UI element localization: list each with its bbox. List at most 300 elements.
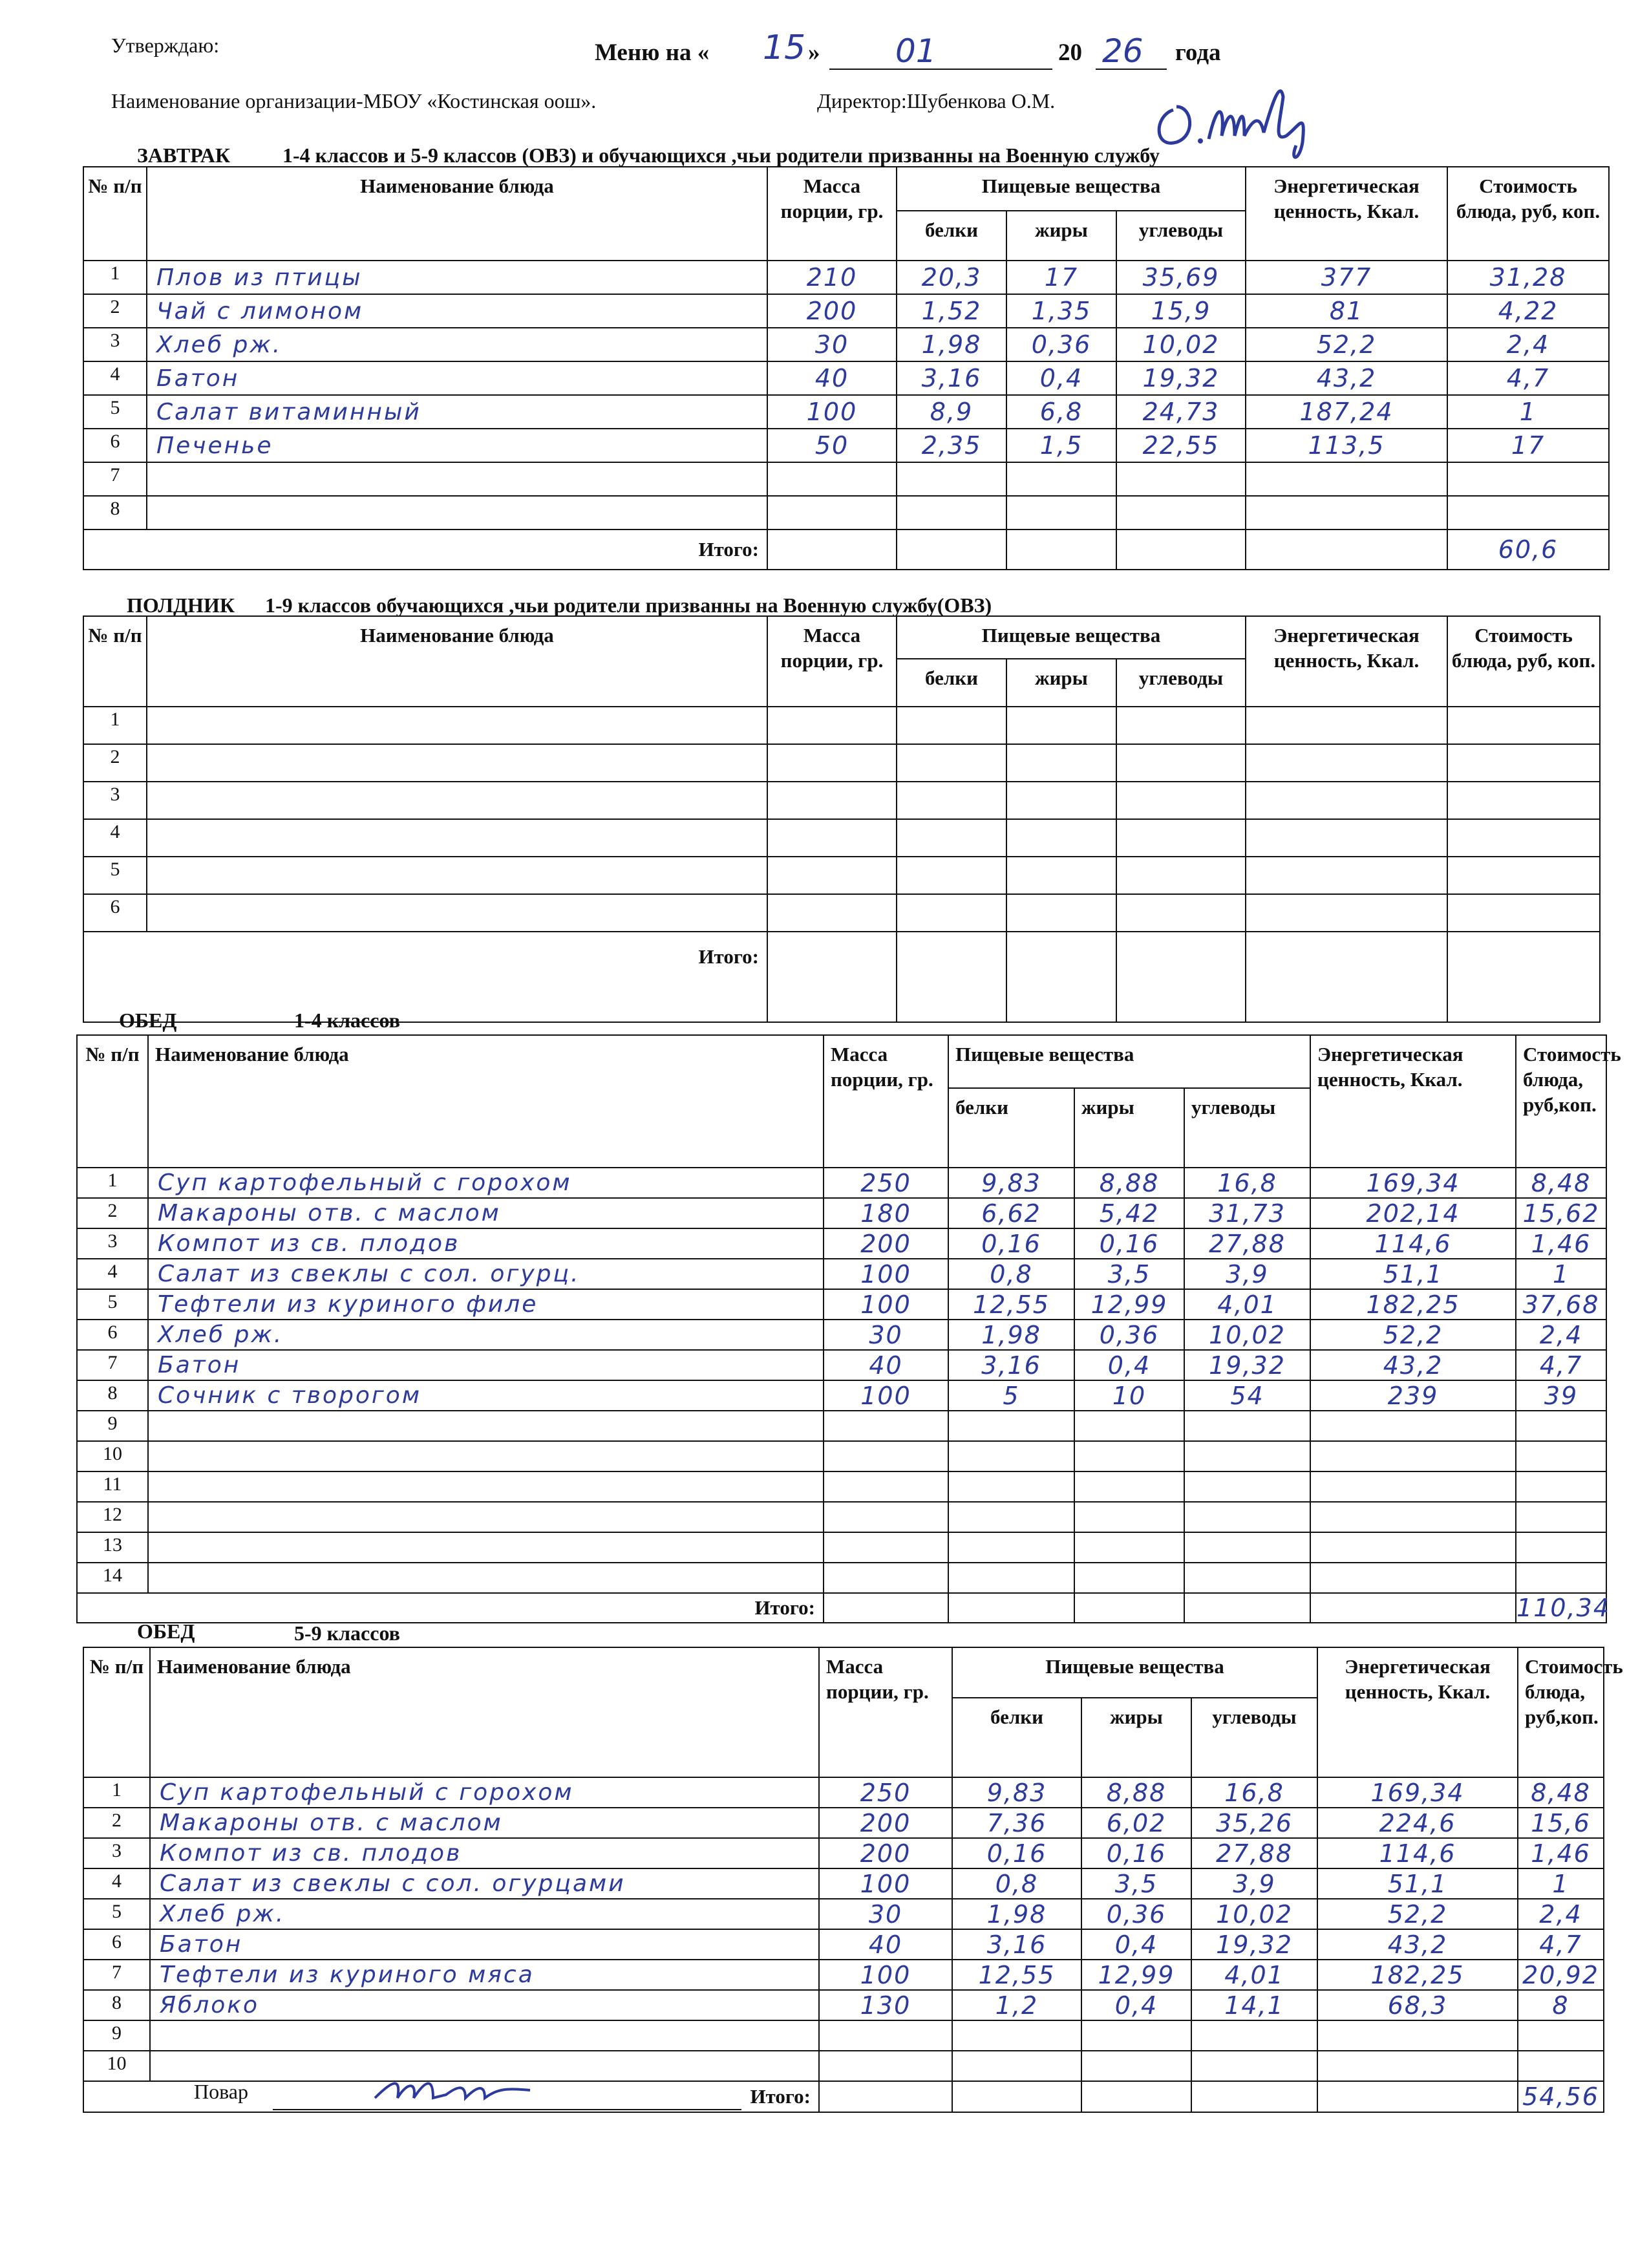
table-row [83, 395, 1609, 429]
row-number: 5 [77, 1289, 148, 1320]
cell-energy: 81 [1246, 294, 1447, 328]
cell-protein: 1,98 [897, 328, 1006, 361]
cell-mass: 200 [819, 1838, 952, 1868]
cell-cost: 4,7 [1447, 361, 1609, 395]
cell-fat: 0,36 [1006, 328, 1116, 361]
snack-total-label: Итого: [83, 932, 767, 1022]
cell-energy: 51,1 [1310, 1259, 1516, 1289]
table-row [83, 857, 1600, 894]
cell-mass [767, 744, 897, 782]
breakfast-total-label: Итого: [83, 530, 767, 570]
cell-name [147, 744, 767, 782]
table-row [83, 1868, 1604, 1899]
cell-name: Печенье [147, 429, 767, 462]
approve-label: Утверждаю: [111, 34, 220, 57]
cell-name [147, 462, 767, 496]
cell-fat: 12,99 [1081, 1960, 1191, 1990]
col-fat-header: жиры [1081, 1698, 1191, 1777]
cell-mass: 210 [767, 261, 897, 294]
cell-protein [948, 1532, 1074, 1563]
cell-carbs: 10,02 [1184, 1320, 1310, 1350]
cell-carbs: 31,73 [1184, 1198, 1310, 1228]
cell-fat: 0,4 [1074, 1350, 1184, 1380]
row-number: 6 [83, 1929, 150, 1960]
col-cost-header: Стоимость блюда, руб, коп. [1447, 616, 1600, 707]
cell-mass [767, 857, 897, 894]
cell-mass [824, 1563, 948, 1593]
cell-carbs: 27,88 [1191, 1838, 1317, 1868]
cell-cost: 17 [1447, 429, 1609, 462]
cell-cost: 4,22 [1447, 294, 1609, 328]
cell-energy [1310, 1563, 1516, 1593]
cell-protein: 9,83 [948, 1168, 1074, 1198]
row-number: 2 [83, 744, 147, 782]
menu-year-suffix: 26 [1102, 32, 1144, 70]
row-number: 9 [77, 1411, 148, 1441]
cell-cost [1516, 1502, 1606, 1532]
cell-carbs: 54 [1184, 1380, 1310, 1411]
cell-carbs: 3,9 [1191, 1868, 1317, 1899]
cell-cost [1516, 1563, 1606, 1593]
table-row [77, 1471, 1606, 1502]
row-number: 3 [83, 782, 147, 819]
cell-protein [897, 894, 1006, 932]
cell-energy: 51,1 [1317, 1868, 1518, 1899]
cell-carbs: 19,32 [1184, 1350, 1310, 1380]
cell-name: Тефтели из куриного мяса [150, 1960, 819, 1990]
snack-subtitle: 1-9 классов обучающихся ,чьи родители призванны на Военную службу(ОВЗ) [265, 594, 992, 617]
cell-protein [952, 2020, 1081, 2051]
cell-mass: 30 [819, 1899, 952, 1929]
cell-name: Тефтели из куриного филе [148, 1289, 824, 1320]
cell-name [147, 496, 767, 530]
table-row [77, 1441, 1606, 1471]
cell-mass: 180 [824, 1198, 948, 1228]
table-row [83, 1990, 1604, 2020]
cell-energy: 377 [1246, 261, 1447, 294]
col-energy-header: Энергетическая ценность, Ккал. [1310, 1035, 1516, 1168]
cell-name [148, 1502, 824, 1532]
cell-protein: 0,16 [948, 1228, 1074, 1259]
row-number: 3 [77, 1228, 148, 1259]
table-row [83, 1960, 1604, 1990]
cell-mass: 50 [767, 429, 897, 462]
cell-energy: 169,34 [1310, 1168, 1516, 1198]
table-row [83, 2051, 1604, 2081]
cell-cost: 31,28 [1447, 261, 1609, 294]
cell-fat: 6,02 [1081, 1808, 1191, 1838]
cell-fat: 10 [1074, 1380, 1184, 1411]
cell-fat [1074, 1441, 1184, 1471]
cell-name: Батон [147, 361, 767, 395]
cell-fat: 8,88 [1074, 1168, 1184, 1198]
cell-fat [1006, 894, 1116, 932]
col-mass-header: Масса порции, гр. [819, 1647, 952, 1777]
cell-name [147, 707, 767, 744]
cell-carbs [1116, 744, 1246, 782]
cell-carbs [1184, 1532, 1310, 1563]
cell-cost: 37,68 [1516, 1289, 1606, 1320]
cell-carbs: 16,8 [1191, 1777, 1317, 1808]
cell-energy [1246, 744, 1447, 782]
col-mass-header: Масса порции, гр. [767, 616, 897, 707]
cell-carbs: 22,55 [1116, 429, 1246, 462]
cell-mass: 30 [767, 328, 897, 361]
table-row [83, 782, 1600, 819]
cell-carbs [1184, 1502, 1310, 1532]
cell-mass: 40 [819, 1929, 952, 1960]
cell-mass: 100 [819, 1868, 952, 1899]
col-mass-header: Масса порции, гр. [824, 1035, 948, 1168]
cell-protein: 20,3 [897, 261, 1006, 294]
cell-mass: 200 [819, 1808, 952, 1838]
lunch59-total-value: 54,56 [1518, 2081, 1604, 2112]
cell-protein: 0,16 [952, 1838, 1081, 1868]
cell-name: Плов из птицы [147, 261, 767, 294]
table-row [83, 429, 1609, 462]
cell-protein: 12,55 [948, 1289, 1074, 1320]
cell-mass [767, 496, 897, 530]
cell-energy: 239 [1310, 1380, 1516, 1411]
cell-energy [1310, 1471, 1516, 1502]
cell-name [147, 782, 767, 819]
cell-protein: 7,36 [952, 1808, 1081, 1838]
table-row [83, 261, 1609, 294]
table-row [83, 2020, 1604, 2051]
cell-name: Компот из св. плодов [148, 1228, 824, 1259]
cell-cost: 4,7 [1516, 1350, 1606, 1380]
cell-carbs: 27,88 [1184, 1228, 1310, 1259]
cell-mass: 40 [824, 1350, 948, 1380]
cell-name [150, 2020, 819, 2051]
cell-cost: 39 [1516, 1380, 1606, 1411]
cell-name: Суп картофельный с горохом [148, 1168, 824, 1198]
cell-protein [948, 1502, 1074, 1532]
cell-carbs [1184, 1441, 1310, 1471]
cell-name: Макароны отв. с маслом [150, 1808, 819, 1838]
cell-energy [1310, 1502, 1516, 1532]
cell-carbs [1116, 894, 1246, 932]
cell-fat [1074, 1532, 1184, 1563]
col-cost-header: Стоимость блюда, руб, коп. [1447, 167, 1609, 261]
cell-fat [1081, 2051, 1191, 2081]
cell-cost: 1,46 [1516, 1228, 1606, 1259]
cell-protein [897, 496, 1006, 530]
row-number: 5 [83, 1899, 150, 1929]
cell-protein [897, 819, 1006, 857]
row-number: 4 [83, 819, 147, 857]
year-word: года [1175, 39, 1221, 66]
cell-energy [1246, 707, 1447, 744]
cell-energy: 224,6 [1317, 1808, 1518, 1838]
cell-carbs: 19,32 [1116, 361, 1246, 395]
breakfast-title: ЗАВТРАК [137, 144, 231, 167]
cell-mass: 250 [824, 1168, 948, 1198]
cell-mass: 200 [767, 294, 897, 328]
cell-fat: 0,16 [1074, 1228, 1184, 1259]
row-number: 5 [83, 857, 147, 894]
lunch14-total-label: Итого: [77, 1593, 824, 1623]
cell-energy: 43,2 [1317, 1929, 1518, 1960]
cell-cost: 2,4 [1516, 1320, 1606, 1350]
cell-mass: 200 [824, 1228, 948, 1259]
cell-name: Суп картофельный с горохом [150, 1777, 819, 1808]
snack-title: ПОЛДНИК [127, 594, 235, 617]
col-protein-header: белки [948, 1088, 1074, 1168]
cell-protein: 0,8 [948, 1259, 1074, 1289]
row-number: 1 [83, 707, 147, 744]
cell-energy: 182,25 [1317, 1960, 1518, 1990]
menu-month: 01 [895, 32, 937, 70]
cell-protein: 5 [948, 1380, 1074, 1411]
cook-label: Повар [194, 2080, 248, 2103]
cell-carbs [1184, 1411, 1310, 1441]
cell-name: Салат витаминный [147, 395, 767, 429]
cell-name: Макароны отв. с маслом [148, 1198, 824, 1228]
cell-energy: 187,24 [1246, 395, 1447, 429]
cell-fat: 17 [1006, 261, 1116, 294]
cell-energy [1310, 1532, 1516, 1563]
cell-cost [1518, 2051, 1604, 2081]
cell-mass: 250 [819, 1777, 952, 1808]
organization-name: Наименование организации-МБОУ «Костинская оош». [111, 89, 597, 112]
cell-mass [767, 462, 897, 496]
cell-cost [1516, 1471, 1606, 1502]
col-num-header: № п/п [77, 1035, 148, 1168]
col-name-header: Наименование блюда [147, 167, 767, 261]
cell-carbs [1116, 857, 1246, 894]
col-protein-header: белки [897, 659, 1006, 707]
table-row [77, 1563, 1606, 1593]
cell-energy [1310, 1411, 1516, 1441]
col-name-header: Наименование блюда [147, 616, 767, 707]
cell-fat [1074, 1411, 1184, 1441]
month-underline [829, 69, 1052, 70]
table-row [83, 894, 1600, 932]
cell-energy: 52,2 [1246, 328, 1447, 361]
cell-cost: 4,7 [1518, 1929, 1604, 1960]
col-num-header: № п/п [83, 1647, 150, 1777]
cell-energy [1246, 462, 1447, 496]
cell-mass [824, 1411, 948, 1441]
row-number: 4 [77, 1259, 148, 1289]
cell-energy [1246, 857, 1447, 894]
cell-name: Яблоко [150, 1990, 819, 2020]
cell-fat [1006, 857, 1116, 894]
cell-mass: 100 [824, 1259, 948, 1289]
row-number: 7 [77, 1350, 148, 1380]
cell-energy: 43,2 [1310, 1350, 1516, 1380]
menu-title-label: Меню на « [595, 39, 710, 66]
cell-energy: 113,5 [1246, 429, 1447, 462]
table-row [77, 1380, 1606, 1411]
cell-energy: 68,3 [1317, 1990, 1518, 2020]
cell-cost: 1 [1516, 1259, 1606, 1289]
cell-protein: 1,98 [952, 1899, 1081, 1929]
cell-fat [1074, 1563, 1184, 1593]
cell-protein [897, 462, 1006, 496]
col-energy-header: Энергетическая ценность, Ккал. [1246, 167, 1447, 261]
col-protein-header: белки [952, 1698, 1081, 1777]
col-mass-header: Масса порции, гр. [767, 167, 897, 261]
row-number: 12 [77, 1502, 148, 1532]
cell-carbs: 10,02 [1116, 328, 1246, 361]
cell-mass [819, 2020, 952, 2051]
cell-carbs [1116, 819, 1246, 857]
cell-cost [1447, 782, 1600, 819]
cell-energy [1246, 496, 1447, 530]
cell-carbs [1184, 1471, 1310, 1502]
row-number: 6 [83, 894, 147, 932]
cell-fat: 3,5 [1074, 1259, 1184, 1289]
cell-protein: 3,16 [897, 361, 1006, 395]
cell-mass: 100 [819, 1960, 952, 1990]
cell-mass [767, 894, 897, 932]
cell-protein [948, 1471, 1074, 1502]
cell-fat: 6,8 [1006, 395, 1116, 429]
cell-fat: 1,5 [1006, 429, 1116, 462]
cell-energy [1310, 1441, 1516, 1471]
cell-protein: 12,55 [952, 1960, 1081, 1990]
cell-fat: 0,4 [1081, 1990, 1191, 2020]
table-row [77, 1228, 1606, 1259]
cell-carbs: 14,1 [1191, 1990, 1317, 2020]
table-row [77, 1198, 1606, 1228]
col-nutrients-header: Пищевые вещества [897, 167, 1246, 211]
lunch14-total-value: 110,34 [1516, 1594, 1610, 1622]
cell-cost: 2,4 [1518, 1899, 1604, 1929]
cell-energy: 182,25 [1310, 1289, 1516, 1320]
row-number: 2 [77, 1198, 148, 1228]
cell-protein: 0,8 [952, 1868, 1081, 1899]
row-number: 13 [77, 1532, 148, 1563]
cell-name: Хлеб рж. [150, 1899, 819, 1929]
cell-carbs: 35,69 [1116, 261, 1246, 294]
lunch59-subtitle: 5-9 классов [294, 1621, 400, 1645]
cell-cost: 8,48 [1516, 1168, 1606, 1198]
cell-cost [1518, 2020, 1604, 2051]
cell-name [148, 1471, 824, 1502]
row-number: 14 [77, 1563, 148, 1593]
cell-energy: 43,2 [1246, 361, 1447, 395]
cell-fat: 0,36 [1081, 1899, 1191, 1929]
cell-protein: 9,83 [952, 1777, 1081, 1808]
cell-protein: 2,35 [897, 429, 1006, 462]
row-number: 11 [77, 1471, 148, 1502]
cell-carbs: 19,32 [1191, 1929, 1317, 1960]
row-number: 7 [83, 1960, 150, 1990]
cell-carbs [1116, 782, 1246, 819]
table-row [77, 1259, 1606, 1289]
row-number: 1 [83, 1777, 150, 1808]
cell-name [148, 1441, 824, 1471]
table-row [77, 1320, 1606, 1350]
cell-mass [824, 1471, 948, 1502]
cell-fat: 0,16 [1081, 1838, 1191, 1868]
cell-carbs [1116, 462, 1246, 496]
table-row [83, 819, 1600, 857]
cell-energy [1246, 819, 1447, 857]
table-row [83, 361, 1609, 395]
lunch59-title: ОБЕД [137, 1620, 195, 1643]
cell-name: Хлеб рж. [147, 328, 767, 361]
cell-cost: 8,48 [1518, 1777, 1604, 1808]
table-row [77, 1168, 1606, 1198]
cell-name [147, 819, 767, 857]
row-number: 9 [83, 2020, 150, 2051]
row-number: 7 [83, 462, 147, 496]
table-row [83, 1838, 1604, 1868]
cell-name: Батон [150, 1929, 819, 1960]
table-row [83, 744, 1600, 782]
cell-carbs: 24,73 [1116, 395, 1246, 429]
cell-fat: 5,42 [1074, 1198, 1184, 1228]
row-number: 8 [77, 1380, 148, 1411]
col-nutrients-header: Пищевые вещества [897, 616, 1246, 659]
col-carbs-header: углеводы [1116, 211, 1246, 261]
row-number: 10 [83, 2051, 150, 2081]
table-row [77, 1289, 1606, 1320]
cell-carbs: 10,02 [1191, 1899, 1317, 1929]
cell-protein: 3,16 [948, 1350, 1074, 1380]
cell-protein [897, 707, 1006, 744]
cell-name [147, 894, 767, 932]
cell-cost [1447, 744, 1600, 782]
cell-protein [952, 2051, 1081, 2081]
cell-cost: 15,62 [1516, 1198, 1606, 1228]
lunch14-subtitle: 1-4 классов [294, 1009, 400, 1032]
cell-mass [824, 1441, 948, 1471]
col-fat-header: жиры [1006, 659, 1116, 707]
col-energy-header: Энергетическая ценность, Ккал. [1317, 1647, 1518, 1777]
cell-name: Салат из свеклы с сол. огурц. [148, 1259, 824, 1289]
table-row [83, 1777, 1604, 1808]
cell-energy: 169,34 [1317, 1777, 1518, 1808]
lunch59-table [83, 1647, 1623, 2113]
cell-cost [1447, 894, 1600, 932]
cell-protein [897, 857, 1006, 894]
row-number: 6 [83, 429, 147, 462]
row-number: 3 [83, 1838, 150, 1868]
cell-protein [897, 744, 1006, 782]
lunch14-title: ОБЕД [119, 1009, 177, 1032]
cell-name [148, 1532, 824, 1563]
cell-protein: 1,98 [948, 1320, 1074, 1350]
cell-name: Хлеб рж. [148, 1320, 824, 1350]
col-nutrients-header: Пищевые вещества [948, 1035, 1310, 1088]
col-protein-header: белки [897, 211, 1006, 261]
director-signature [1147, 71, 1335, 162]
cell-cost: 20,92 [1518, 1960, 1604, 1990]
cell-name [148, 1563, 824, 1593]
cell-energy: 202,14 [1310, 1198, 1516, 1228]
col-num-header: № п/п [83, 616, 147, 707]
cell-energy: 52,2 [1317, 1899, 1518, 1929]
cell-protein: 1,2 [952, 1990, 1081, 2020]
cell-cost [1516, 1411, 1606, 1441]
cell-energy: 114,6 [1310, 1228, 1516, 1259]
cell-carbs [1116, 707, 1246, 744]
row-number: 2 [83, 1808, 150, 1838]
row-number: 8 [83, 1990, 150, 2020]
cell-energy: 114,6 [1317, 1838, 1518, 1868]
cell-cost: 1 [1518, 1868, 1604, 1899]
table-row [83, 328, 1609, 361]
menu-close-quote: » [808, 39, 820, 66]
cell-name [148, 1411, 824, 1441]
cell-energy [1317, 2020, 1518, 2051]
cell-fat: 12,99 [1074, 1289, 1184, 1320]
